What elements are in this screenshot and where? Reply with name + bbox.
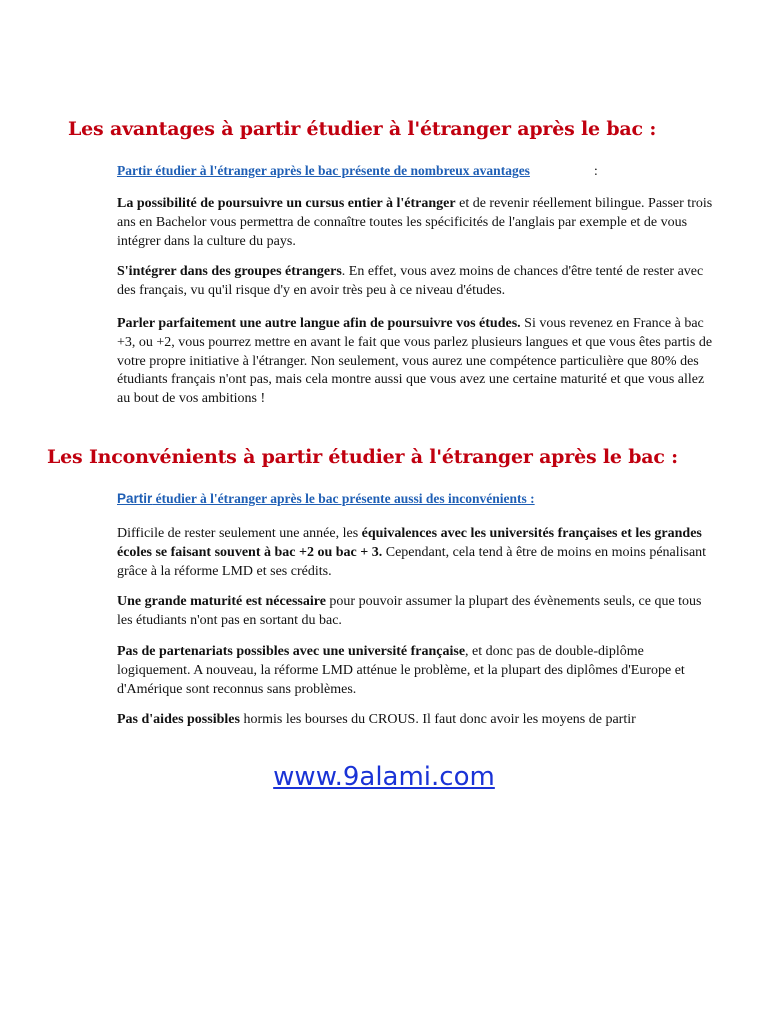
advantage-3-bold: Parler parfaitement une autre langue afin de poursuivre vos études. (117, 316, 521, 331)
advantages-intro-colon: : (594, 163, 598, 178)
advantage-2-text: . En effet, vous avez moins de chances d'être tenté de rester avec des français, vu qu'il risque d'y en avoir très peu à ce niveau d'études. (117, 264, 704, 298)
disadvantage-4-bold: Pas d'aides possibles (117, 712, 240, 727)
disadvantages-intro-first-word: Partir (117, 491, 153, 506)
disadvantage-1-text-before: Difficile de rester seulement une année, les (117, 526, 362, 541)
disadvantages-intro-link[interactable] (117, 491, 535, 507)
advantage-paragraph-2 (117, 263, 717, 301)
disadvantage-paragraph-4 (117, 711, 717, 730)
advantages-heading: Les avantages à partir étudier à l'étranger après le bac : (68, 118, 657, 140)
disadvantage-paragraph-2 (117, 593, 717, 631)
advantage-2-bold: S'intégrer dans des groupes étrangers (117, 264, 342, 279)
advantage-1-bold: La possibilité de poursuivre un cursus entier à l'étranger (117, 196, 456, 211)
disadvantages-intro-rest: étudier à l'étranger après le bac présente aussi des inconvénients : (152, 491, 535, 506)
advantage-3-text: Si vous revenez en France à bac +3, ou +2, vous pourrez mettre en avant le fait que vous parlez plusieurs langues et que vous êtes partis de votre propre initiative à l'étranger. Non seulement, vous aurez une compétence particulière que 80% des étudiants français n'ont pas, mais cela montre aussi que vous avez une certaine maturité et que vous allez au bout de vos ambitions ! (117, 316, 713, 407)
disadvantages-heading: Les Inconvénients à partir étudier à l'étranger après le bac : (47, 446, 678, 468)
disadvantage-2-bold: Une grande maturité est nécessaire (117, 594, 326, 609)
advantage-paragraph-3 (117, 315, 717, 409)
advantage-paragraph-1 (117, 195, 717, 251)
disadvantage-4-text: hormis les bourses du CROUS. Il faut donc avoir les moyens de partir (239, 712, 636, 727)
advantages-intro-link[interactable]: Partir étudier à l'étranger après le bac présente de nombreux avantages (117, 163, 530, 178)
disadvantage-3-bold: Pas de partenariats possibles avec une université française (117, 644, 466, 659)
advantage-1-text: et de revenir réellement bilingue. Passer trois ans en Bachelor vous permettra de connaître toutes les spécificités de l'anglais par exemple et de vous intégrer dans la culture du pays. (117, 196, 713, 249)
disadvantage-2-text: pour pouvoir assumer la plupart des évènements seuls, ce que tous les étudiants n'ont pas en sortant du bac. (117, 594, 702, 628)
disadvantage-paragraph-1 (117, 525, 717, 581)
website-link[interactable]: www.9alami.com (273, 762, 495, 792)
disadvantage-3-text: , et donc pas de double-diplôme logiquement. A nouveau, la réforme LMD atténue le problème, et la plupart des diplômes d'Europe et d'Amérique sont reconnus sans problèmes. (117, 644, 685, 697)
disadvantage-1-text-after: Cependant, cela tend à être de moins en moins pénalisant grâce à la réforme LMD et ses crédits. (117, 544, 707, 579)
disadvantage-1-bold: équivalences avec les universités françaises et les grandes écoles se faisant souvent à bac +2 ou bac + 3. (117, 526, 702, 560)
disadvantage-paragraph-3 (117, 643, 717, 699)
